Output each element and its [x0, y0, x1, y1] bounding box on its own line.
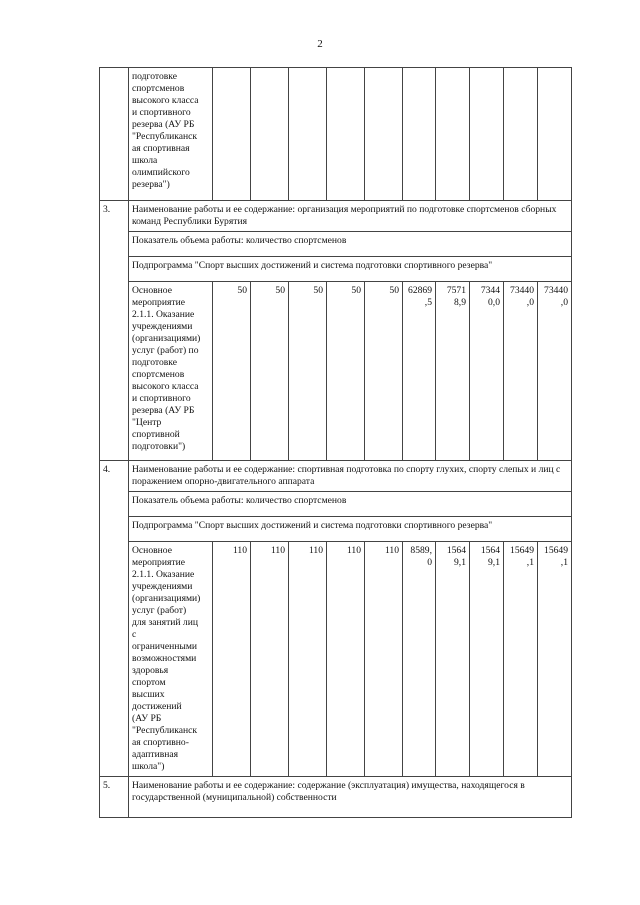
event-name: Основное мероприятие 2.1.1. Оказание учреждениями (организациями) услуг (работ) по подготовке спортсменов высокого класса и спортивного резерва (АУ РБ "Центр спортивной подготовки") — [129, 282, 213, 461]
page-number: 2 — [317, 38, 323, 50]
value-cell: 50 — [251, 282, 289, 461]
event-name: подготовке спортсменов высокого класса и спортивного резерва (АУ РБ "Республиканск ая спортивная школа олимпийского резерва") — [129, 68, 213, 201]
indicator-text: Показатель объема работы: количество спортсменов — [129, 492, 572, 517]
section-number: 3. — [100, 201, 129, 461]
section-header-row — [100, 461, 572, 492]
value-cell: 73440 ,0 — [504, 282, 538, 461]
section-header-row — [100, 201, 572, 232]
value-cell: 50 — [213, 282, 251, 461]
section-title: Наименование работы и ее содержание: спортивная подготовка по спорту глухих, спорту слепых и лиц с поражением опорно-двигательного аппарата — [129, 461, 572, 492]
table-row-continuation — [100, 68, 572, 201]
value-cell: 110 — [289, 542, 327, 777]
section-title: Наименование работы и ее содержание: организация мероприятий по подготовке спортсменов сборных команд Республики Бурятия — [129, 201, 572, 232]
value-cell: 110 — [327, 542, 365, 777]
subprogram-row — [100, 517, 572, 542]
value-cell: 1564 9,1 — [436, 542, 470, 777]
value-cell: 62869 ,5 — [403, 282, 436, 461]
cell-empty — [100, 68, 129, 201]
table-row — [100, 542, 572, 777]
value-cell: 73440 ,0 — [538, 282, 572, 461]
table-row — [100, 282, 572, 461]
value-cell: 110 — [365, 542, 403, 777]
value-cell: 50 — [365, 282, 403, 461]
subprogram-row — [100, 257, 572, 282]
event-name: Основное мероприятие 2.1.1. Оказание учреждениями (организациями) услуг (работ) для занятий лиц с ограниченными возможностями здоровья спортом высших достижений (АУ РБ "Республиканск ая спортивно- адаптивная школа") — [129, 542, 213, 777]
indicator-row — [100, 492, 572, 517]
section-number: 5. — [100, 777, 129, 818]
section-number: 4. — [100, 461, 129, 777]
value-cell: 8589, 0 — [403, 542, 436, 777]
subprogram-text: Подпрограмма "Спорт высших достижений и система подготовки спортивного резерва" — [129, 517, 572, 542]
value-cell: 15649 ,1 — [538, 542, 572, 777]
subprogram-text: Подпрограмма "Спорт высших достижений и система подготовки спортивного резерва" — [129, 257, 572, 282]
value-cell: 15649 ,1 — [504, 542, 538, 777]
value-cell: 7344 0,0 — [470, 282, 504, 461]
value-cell: 7571 8,9 — [436, 282, 470, 461]
section-title: Наименование работы и ее содержание: содержание (эксплуатация) имущества, находящегося в государственной (муниципальной) собственности — [129, 777, 572, 818]
indicator-text: Показатель объема работы: количество спортсменов — [129, 232, 572, 257]
value-cell: 110 — [213, 542, 251, 777]
value-cell: 110 — [251, 542, 289, 777]
works-table — [99, 67, 572, 818]
indicator-row — [100, 232, 572, 257]
value-cell: 50 — [327, 282, 365, 461]
value-cell: 50 — [289, 282, 327, 461]
section-header-row — [100, 777, 572, 818]
value-cell: 1564 9,1 — [470, 542, 504, 777]
